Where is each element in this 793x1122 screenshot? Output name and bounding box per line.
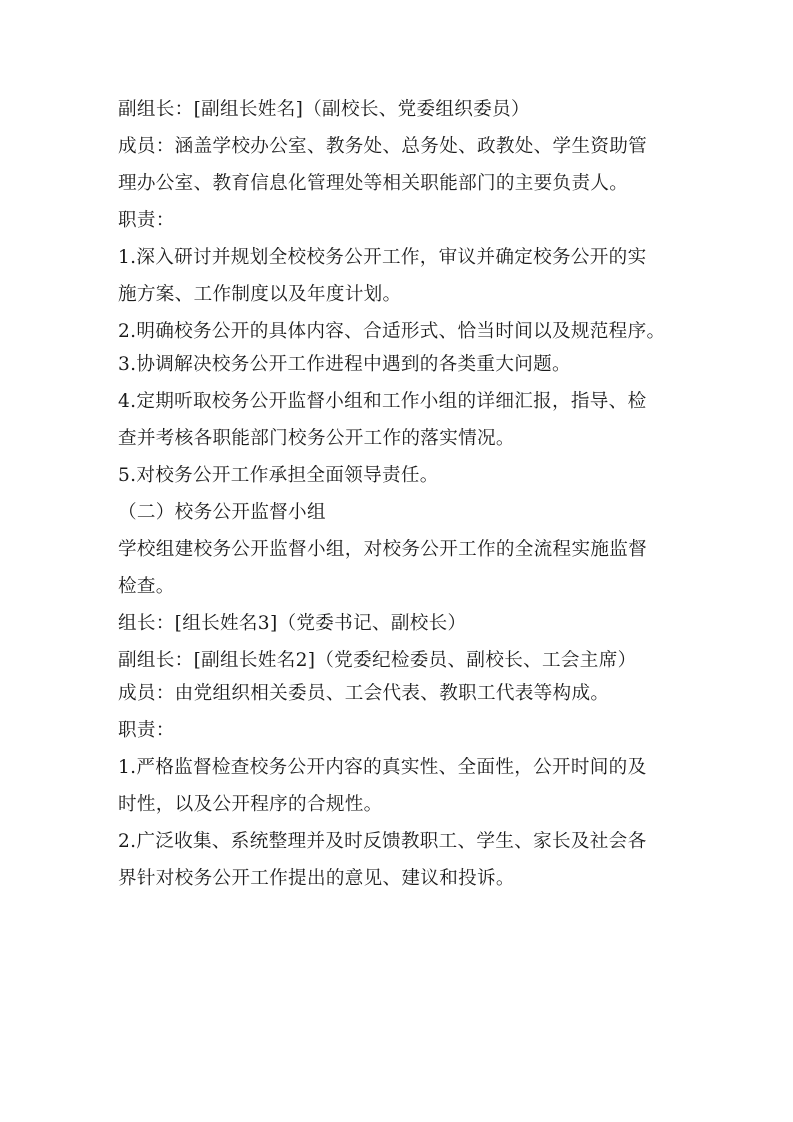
duty-3-line: 3.协调解决校务公开工作进程中遇到的各类重大问题。 <box>118 354 571 375</box>
members-line-2: 理办公室、教育信息化管理处等相关职能部门的主要负责人。 <box>118 173 629 194</box>
duties-heading-2: 职责： <box>118 720 175 741</box>
supervision-duty-2-line-1: 2.广泛收集、系统整理并及时反馈教职工、学生、家长及社会各 <box>118 831 647 852</box>
leader-line: 组长：[组长姓名3]（党委书记、副校长） <box>118 613 467 634</box>
duties-heading: 职责： <box>118 210 175 231</box>
members-line-1: 成员：涵盖学校办公室、教务处、总务处、政教处、学生资助管 <box>118 136 648 157</box>
duty-5-line: 5.对校务公开工作承担全面领导责任。 <box>118 465 439 486</box>
document-body <box>118 100 678 889</box>
members-line-3: 成员：由党组织相关委员、工会代表、教职工代表等构成。 <box>118 683 610 704</box>
supervision-duty-1-line-1: 1.严格监督检查校务公开内容的真实性、全面性，公开时间的及 <box>118 757 647 778</box>
duty-4-line-2: 查并考核各职能部门校务公开工作的落实情况。 <box>118 428 515 449</box>
duty-1-line-2: 施方案、工作制度以及年度计划。 <box>118 284 402 305</box>
deputy-leader-line-2: 副组长：[副组长姓名2]（党委纪检委员、副校长、工会主席） <box>118 650 637 671</box>
duty-1-line-1: 1.深入研讨并规划全校校务公开工作，审议并确定校务公开的实 <box>118 247 647 268</box>
duty-2-line: 2.明确校务公开的具体内容、合适形式、恰当时间以及规范程序。 <box>118 321 666 342</box>
supervision-duty-1-line-2: 时性，以及公开程序的合规性。 <box>118 794 383 815</box>
supervision-intro-line-2: 检查。 <box>118 576 175 597</box>
section-heading-supervision: （二）校务公开监督小组 <box>118 502 326 523</box>
deputy-leader-line: 副组长：[副组长姓名]（副校长、党委组织委员） <box>118 99 530 120</box>
supervision-intro-line-1: 学校组建校务公开监督小组，对校务公开工作的全流程实施监督 <box>118 539 648 560</box>
supervision-duty-2-line-2: 界针对校务公开工作提出的意见、建议和投诉。 <box>118 868 515 889</box>
duty-4-line-1: 4.定期听取校务公开监督小组和工作小组的详细汇报，指导、检 <box>118 391 647 412</box>
